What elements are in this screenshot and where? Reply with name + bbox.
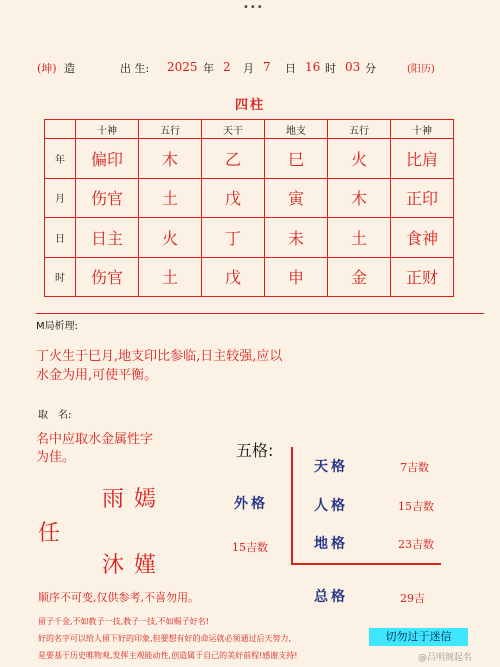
table-cell: 火 [139,218,202,258]
calendar-type: (阳历) [407,64,435,75]
dige-score: 23吉数 [398,538,434,551]
table-cell: 木 [139,139,202,179]
drag-handle-icon[interactable]: ••• [243,2,264,13]
table-cell: 食神 [391,218,454,258]
birth-hour: 16 [305,60,321,74]
analysis-text-line2: 水金为用,可使平衡。 [36,368,158,383]
birth-day: 7 [263,60,271,74]
row-label: 月 [45,178,76,218]
footer-line2: 好的名字可以给人留下好的印象,但要想有好的命运就必须通过后天努力, [38,634,292,643]
column-header: 天干 [202,120,265,139]
table-cell: 日主 [76,218,139,258]
table-cell: 巳 [265,139,328,179]
renge-score: 15吉数 [398,500,434,513]
column-header: 十神 [76,120,139,139]
table-header-row [45,120,454,139]
row-label: 日 [45,218,76,258]
table-cell: 乙 [202,139,265,179]
given-name-2: 沐嫤 [102,553,167,578]
table-cell: 金 [328,257,391,297]
zao-label: 造 [64,62,75,75]
day-unit: 日 [285,62,296,75]
table-cell: 木 [328,178,391,218]
birth-year: 2025 [167,60,198,74]
table-cell: 正印 [391,178,454,218]
footer-line1: 留子千金,不如教子一技,教子一技,不如赐子好名! [38,617,209,626]
gender-label: (坤) [37,62,57,75]
table-cell: 土 [328,218,391,258]
table-row [45,257,454,297]
row-label: 年 [45,139,76,179]
four-pillars-table [44,119,454,297]
table-cell: 戊 [202,257,265,297]
birth-minute: 03 [345,60,361,74]
section-divider [36,313,484,314]
superstition-stamp: 切勿过于迷信 [369,628,468,646]
waige-score: 15吉数 [232,541,268,554]
wuge-horizontal-rule [291,563,441,565]
birth-month: 2 [223,60,231,74]
given-name-1: 雨嫣 [102,487,167,512]
table-row [45,218,454,258]
dige-label: 地格 [314,536,348,552]
tiange-label: 天格 [314,459,348,475]
zongge-label: 总格 [314,589,348,605]
disclaimer-text: 顺序不可变,仅供参考,不喜勿用。 [38,591,199,604]
wuge-title: 五格: [236,441,274,460]
waige-label: 外格 [234,496,268,512]
column-header: 地支 [265,120,328,139]
hour-unit: 时 [325,62,336,75]
pillars-title: 四柱 [234,98,265,113]
watermark: @吕明阁起名 [418,653,473,663]
table-cell: 土 [139,257,202,297]
born-label: 出 生: [120,62,150,75]
naming-text-line1: 名中应取水金属性字 [36,432,154,447]
table-cell: 戊 [202,178,265,218]
naming-text-line2: 为佳。 [36,450,76,465]
table-row [45,178,454,218]
column-header: 五行 [328,120,391,139]
month-unit: 月 [243,62,254,75]
analysis-label: M局析理: [36,321,78,332]
table-cell: 正财 [391,257,454,297]
column-header: 五行 [139,120,202,139]
table-cell: 寅 [265,178,328,218]
surname: 任 [38,521,61,546]
table-cell: 比肩 [391,139,454,179]
wuge-vertical-rule [291,447,293,564]
table-cell: 偏印 [76,139,139,179]
renge-label: 人格 [314,498,348,514]
year-unit: 年 [203,62,214,75]
table-cell: 伤官 [76,178,139,218]
table-row [45,139,454,179]
analysis-text-line1: 丁火生于巳月,地支印比参临,日主较强,应以 [36,349,283,364]
table-cell: 丁 [202,218,265,258]
table-corner [45,120,76,139]
table-cell: 土 [139,178,202,218]
zongge-score: 29吉 [400,592,425,605]
column-header: 十神 [391,120,454,139]
naming-label: 取 名: [38,410,72,421]
footer-line3: 是要基于历史唯物观,发挥主观能动性,创造属于自己的美好前程!感谢支持! [38,651,298,660]
row-label: 时 [45,257,76,297]
table-cell: 火 [328,139,391,179]
table-cell: 申 [265,257,328,297]
table-cell: 伤官 [76,257,139,297]
table-cell: 未 [265,218,328,258]
tiange-score: 7吉数 [400,461,429,474]
minute-unit: 分 [365,62,376,75]
